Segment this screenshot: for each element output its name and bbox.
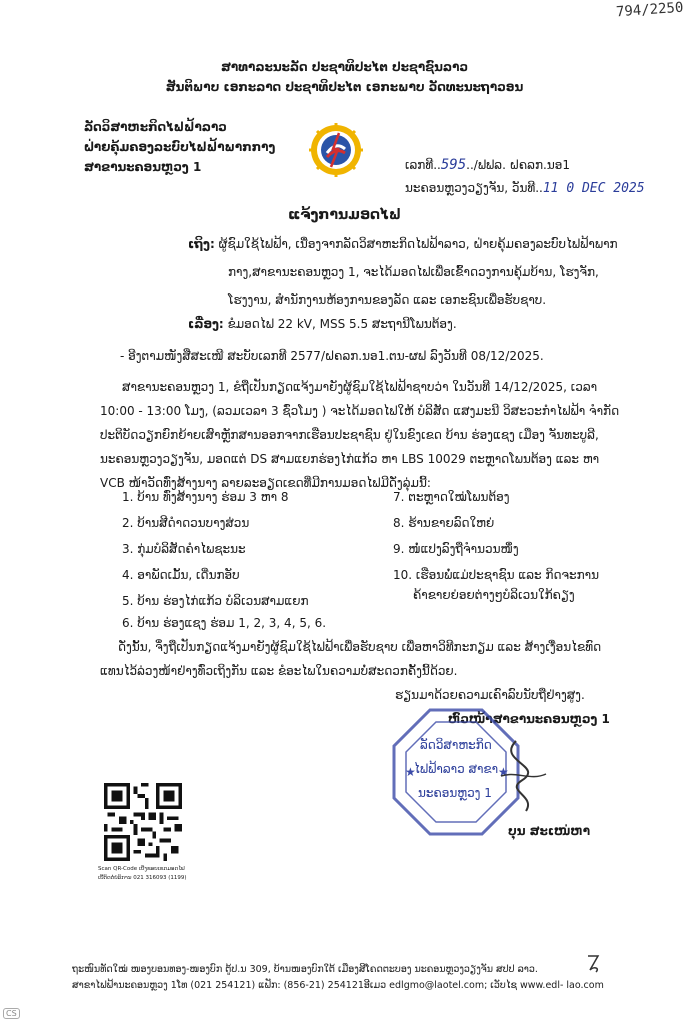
body-line3: ປະຕິບັດວຽກຍົກຍ້າຍເສົາຫຼັກສານອອກຈາກເຮືອນປະຊາຊົນ ຢູ່ໃນຂົງເຂດ ບ້ານ ຮ່ອງແຊງ ເມືອງ ຈັນທະບູລີ, — [100, 428, 599, 442]
list-item: 10. ເຮືອນພໍ່ແມ່ປະຊາຊົນ ແລະ ກິດຈະການ — [393, 568, 600, 582]
org-line2: ຝ່າຍຄຸ້ມຄອງລະບົບໄຟຟ້າພາກກາງ — [84, 140, 276, 154]
list-item: 5. ບ້ານ ຮ່ອງໄກ່ແກ້ວ ບໍລິເວນສາມແຍກ — [122, 594, 309, 608]
reference-date — [405, 181, 645, 196]
signer-name: ບຸນ ສະເໜ່ຫາ — [508, 824, 591, 838]
org-line1: ລັດວິສາຫະກິດໄຟຟ້າລາວ — [84, 120, 227, 134]
footer-initials — [584, 952, 604, 976]
list-item: 2. ບ້ານສີດຳດວນບາງສ່ວນ — [122, 516, 250, 530]
qr-caption2: ເບີ້ຕິດຕໍ່ບໍລິການ 021 316093 (1199) — [98, 875, 187, 881]
list-item: 1. ບ້ານ ທົ່ງສ້າງນາງ ຮ່ອມ 3 ຫາ 8 — [122, 490, 289, 504]
list-item: 4. ອາພັດເມັ້ນ, ເດີ່ນກອັບ — [122, 568, 240, 582]
closing-line2: ແທນໄວ້ລ່ວງໜ້າຢ່າງທົ່ວເຖິງກັນ ແລະ ຂໍອະໄພໃນຄວາມບໍ່ສະດວກຄັ້ງນີ້ດ້ວຍ. — [100, 664, 458, 678]
page-title: ແຈ້ງການມອດໄຟ — [288, 207, 401, 223]
body-line1: ສາຂານະຄອນຫຼວງ 1, ຂໍຖືເປັນກຽດແຈ້ງມາຍັງຜູ້ຊົມໃຊ້ໄຟຟ້າຊາບວ່າ ໃນວັນທີ 14/12/2025, ເວລາ — [122, 380, 598, 394]
svg-text:★: ★ — [405, 765, 416, 779]
handwritten-signature — [486, 736, 556, 816]
reference-note: - ອີງຕາມໜັງສືສະເໜີ ສະບັບເລກທີ 2577/ຝຄລກ.ນອ1.ຕນ-ຜຟ ລົງວັນທີ 08/12/2025. — [120, 349, 544, 363]
scanner-watermark: CS — [3, 1008, 20, 1019]
body-line5: VCB ໜ້າວັດທົ່ງສ້າງນາງ ລາຍລະອຽດເຂດທີ່ມີການມອດໄຟມີດັ່ງລຸ່ມນີ້: — [100, 476, 431, 490]
reference-number-suffix: ../ຟຟລ. ຝຄລກ.ນອ1 — [466, 158, 570, 172]
body-line2: 10:00 - 13:00 ໂມງ, (ລວມເວລາ 3 ຊົ່ວໂມງ ) ຈະໄດ້ມອດໄຟໃຫ້ ບໍລິສັດ ແສງມະນີ ວິສະວະກຳໄຟຟ້າ ຈຳກັດ — [100, 404, 620, 418]
footer-address: ຖະໜົນທັດໃໝ່ ໜອງບອນທອງ-ໜອງບົກ ຕູ້ປ.ນ 309, ບ້ານໜອງບົກໃຕ້ ເມືອງສີໂຄດຕະບອງ ນະຄອນຫຼວງວຽງຈັນ ສປປ ລາວ. — [72, 964, 538, 975]
to-line1 — [188, 237, 618, 251]
list-item: 7. ຕະຫຼາດໃໝ່ໂພນຕ້ອງ — [393, 490, 510, 504]
to-label: ເຖິງ: — [188, 237, 215, 251]
to-text1: ຜູ້ຊົມໃຊ້ໄຟຟ້າ, ເນື່ອງຈາກລັດວິສາຫະກິດໄຟຟ້າລາວ, ຝ່າຍຄຸ້ມຄອງລະບົບໄຟຟ້າພາກ — [218, 237, 618, 251]
qr-caption1: Scan QR-Code ເບີ່ງຂອບເຂດມອດໄຟ — [98, 866, 185, 872]
national-header-line1: ສາທາລະນະລັດ ປະຊາທິປະໄຕ ປະຊາຊົນລາວ — [220, 60, 469, 74]
reference-place-label: ນະຄອນຫຼວງວຽງຈັນ, ວັນທີ.. — [405, 181, 543, 195]
list-item: 8. ຮ້ານຂາຍລົດໃຫຍ່ — [393, 516, 495, 530]
list-item: 9. ໜໍ່ແປງລົງຖືຈຳນວນໜຶ່ງ — [393, 542, 519, 556]
national-header-line2: ສັນຕິພາບ ເອກະລາດ ປະຊາທິປະໄຕ ເອກະພາບ ວັດທະນະຖາວອນ — [165, 80, 524, 94]
stamp-line1: ລັດວິສາຫະກິດ — [420, 738, 492, 752]
reference-number — [405, 157, 570, 173]
org-line3: ສາຂານະຄອນຫຼວງ 1 — [84, 160, 202, 174]
to-line2: ກາງ,ສາຂານະຄອນຫຼວງ 1, ຈະໄດ້ມອດໄຟເພື່ອເຂົ້າດວງການຄຸ້ມບ້ານ, ໂຮງຈັກ, — [228, 265, 599, 279]
stamp-line3: ນະຄອນຫຼວງ 1 — [418, 786, 492, 800]
footer-contact: ສາຂາໄຟຟ້ານະຄອນຫຼວງ 1ໂທ (021 254121) ແຟັກ: (856-21) 254121ອີເມວ edlgmo@laotel.com; ເວັບໄຊ www.edl- lao.com — [72, 980, 604, 991]
subject-label: ເລື່ອງ: — [188, 317, 224, 331]
closing-line1: ດັ່ງນັ້ນ, ຈຶ່ງຖືເປັນກຽດແຈ້ງມາຍັງຜູ້ຊົມໃຊ້ໄຟຟ້າເພື່ອຮັບຊາບ ເພື່ອຫາວິທີກະກຽມ ແລະ ສ້າງເງື່ອນໄຂທົດ — [118, 640, 602, 654]
stamp-line2: ໄຟຟ້າລາວ ສາຂາ — [414, 762, 499, 776]
list-item: 6. ບ້ານ ຮ່ອງແຊງ ຮ່ອມ 1, 2, 3, 4, 5, 6. — [122, 616, 327, 630]
list-item: 3. ກຸ່ມບໍລິສັດຄຳໄພຊະນະ — [122, 542, 246, 556]
svg-text:★: ★ — [498, 765, 509, 779]
closing-line3: ຮຽນມາດ້ວຍຄວາມເຄົາລົບນັບຖືຢ່າງສູງ. — [395, 688, 585, 702]
edl-logo — [309, 123, 363, 177]
list-item: ຄ້າຂາຍຍ່ອຍຕ່າງໆບໍລິເວນໃກ້ຄຽງ — [413, 588, 575, 602]
qr-code[interactable] — [104, 783, 182, 861]
signature-title: ຫົວໜ້າສາຂານະຄອນຫຼວງ 1 — [448, 712, 610, 726]
reference-number-value: 595 — [440, 157, 467, 173]
to-line3: ໂຮງງານ, ສຳນັກງານຫ້ອງການຂອງລັດ ແລະ ເອກະຊົນເພື່ອຮັບຊາບ. — [228, 293, 547, 307]
body-line4: ນະຄອນຫຼວງວຽງຈັນ, ມອດແຕ່ DS ສາມແຍກຮ່ອງໄກ່ແກ້ວ ຫາ LBS 10029 ຕະຫຼາດໂພນຕ້ອງ ແລະ ຫາ — [100, 452, 600, 466]
reference-number-label: ເລກທີ.. — [405, 158, 441, 172]
reference-date-value: 11 0 DEC 2025 — [542, 181, 645, 196]
handwritten-reference: 794/2250 — [615, 0, 684, 21]
subject — [188, 317, 457, 331]
subject-text: ຂໍມອດໄຟ 22 kV, MSS 5.5 ສະຖານີໂພນຕ້ອງ. — [227, 317, 457, 331]
